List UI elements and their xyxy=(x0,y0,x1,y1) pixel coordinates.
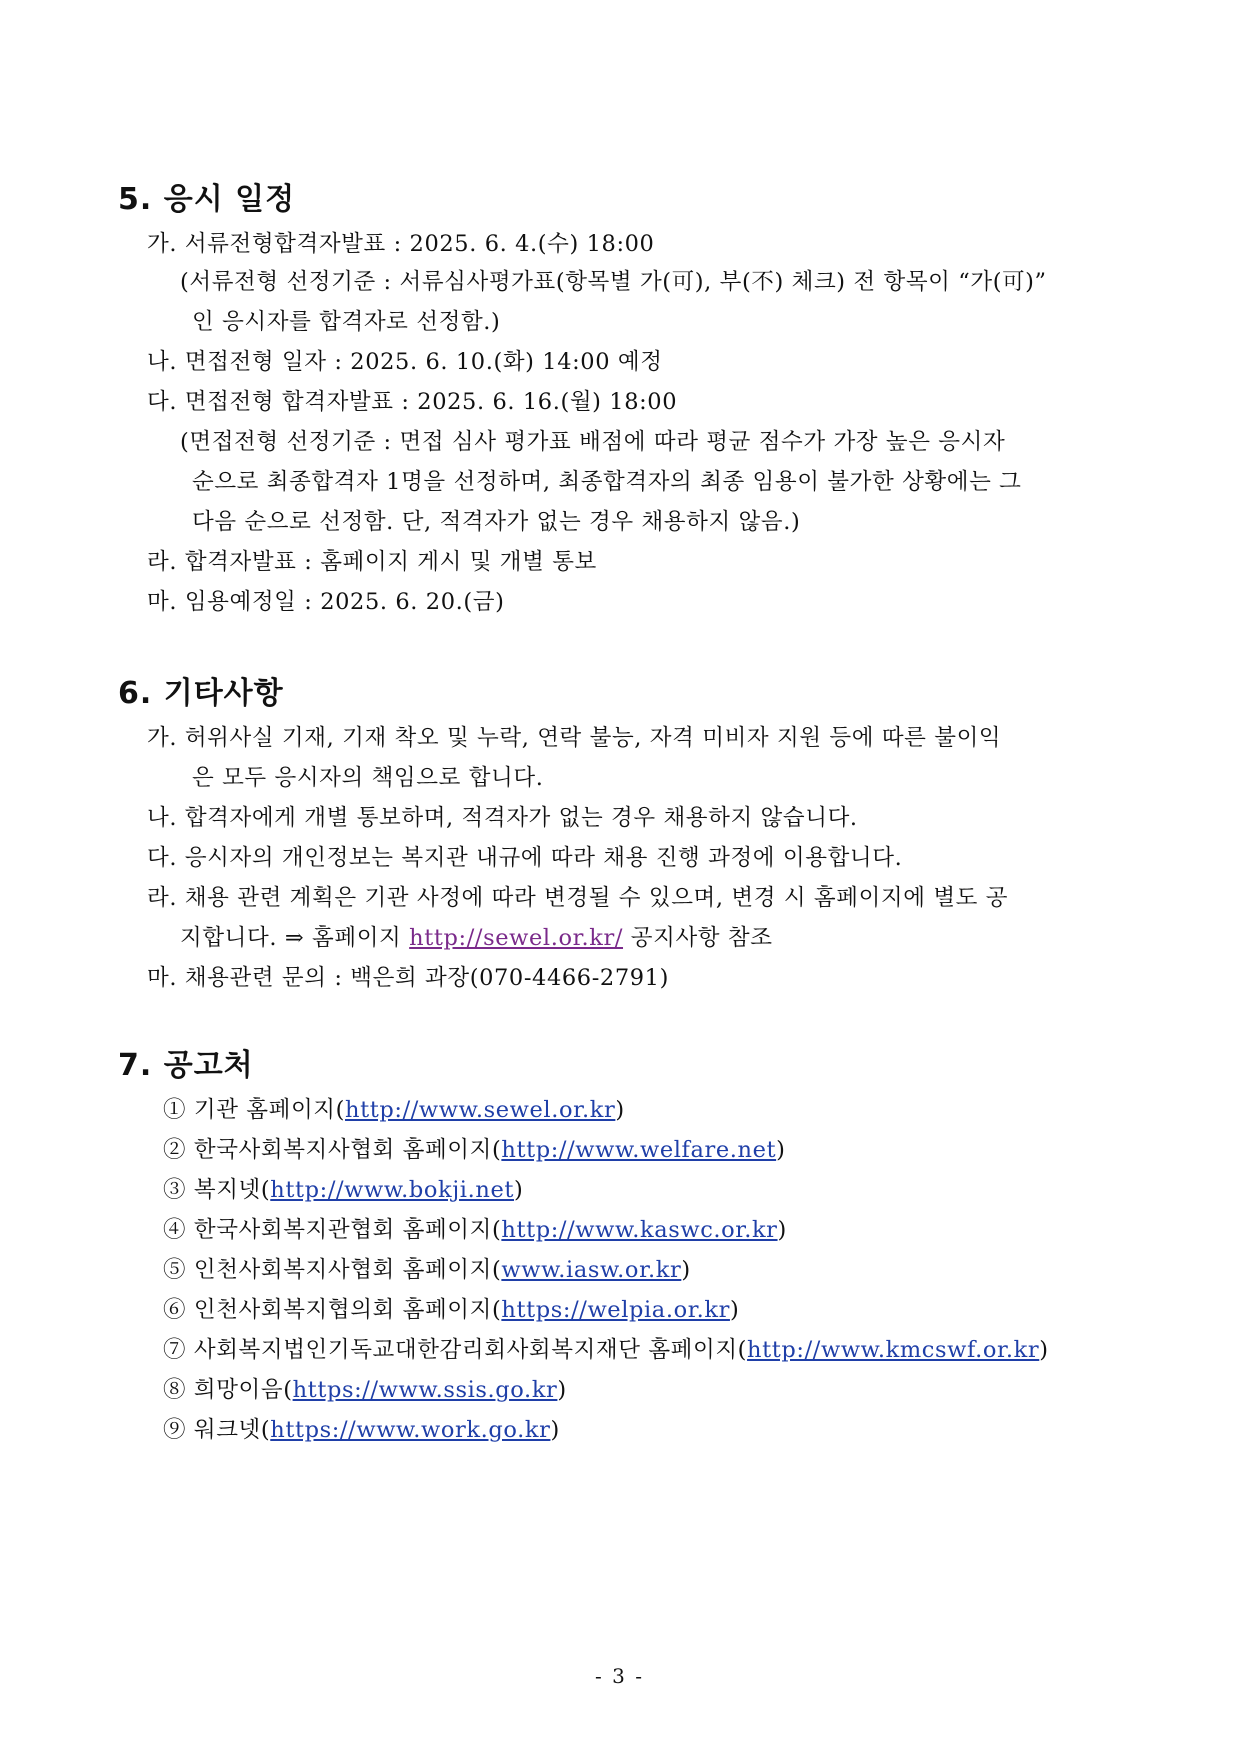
section-6-item-d: 라. 채용 관련 계획은 기관 사정에 따라 변경될 수 있으며, 변경 시 홈페이지에 별도 공 xyxy=(147,885,1009,911)
section-5-title: 5. 응시 일정 xyxy=(118,182,296,217)
posting-site-item xyxy=(163,1332,1049,1364)
section-5-item-b: 나. 면접전형 일자 : 2025. 6. 10.(화) 14:00 예정 xyxy=(147,349,663,375)
site-url-link[interactable]: http://www.sewel.or.kr xyxy=(345,1097,616,1123)
posting-site-item xyxy=(163,1252,691,1284)
site-url-link[interactable]: http://www.bokji.net xyxy=(270,1177,515,1203)
site-url-link[interactable]: http://www.welfare.net xyxy=(501,1137,777,1163)
closing-paren: ) xyxy=(550,1417,560,1443)
site-name: 워크넷( xyxy=(193,1417,271,1443)
closing-paren: ) xyxy=(557,1377,567,1403)
section-6-item-b: 나. 합격자에게 개별 통보하며, 적격자가 없는 경우 채용하지 않습니다. xyxy=(147,805,858,831)
site-name: 인천사회복지협의회 홈페이지( xyxy=(193,1297,502,1323)
site-name: 한국사회복지관협회 홈페이지( xyxy=(193,1217,502,1243)
section-5-item-a-note: (서류전형 선정기준 : 서류심사평가표(항목별 가(可), 부(不) 체크) 전 항목이 “가(可)” xyxy=(180,269,1047,295)
item-number: ⑤ xyxy=(163,1257,187,1283)
item-number: ② xyxy=(163,1137,187,1163)
closing-paren: ) xyxy=(776,1137,786,1163)
closing-paren: ) xyxy=(514,1177,524,1203)
section-6-item-a-cont: 은 모두 응시자의 책임으로 합니다. xyxy=(192,765,544,791)
posting-site-item xyxy=(163,1092,625,1124)
section-5-item-e: 마. 임용예정일 : 2025. 6. 20.(금) xyxy=(147,589,505,615)
section-6-item-d-cont xyxy=(180,920,773,952)
site-url-link[interactable]: www.iasw.or.kr xyxy=(501,1257,682,1283)
item-number: ⑥ xyxy=(163,1297,187,1323)
page-number: - 3 - xyxy=(595,1664,644,1688)
section-5-item-a: 가. 서류전형합격자발표 : 2025. 6. 4.(수) 18:00 xyxy=(147,231,655,257)
sewel-notice-link[interactable]: http://sewel.or.kr/ xyxy=(409,925,624,951)
item-number: ⑨ xyxy=(163,1417,187,1443)
section-7-title: 7. 공고처 xyxy=(118,1048,254,1083)
posting-site-item xyxy=(163,1412,560,1444)
site-url-link[interactable]: https://www.work.go.kr xyxy=(270,1417,551,1443)
site-url-link[interactable]: https://www.ssis.go.kr xyxy=(292,1377,558,1403)
item-number: ⑦ xyxy=(163,1337,187,1363)
section-5-item-d: 라. 합격자발표 : 홈페이지 게시 및 개별 통보 xyxy=(147,549,597,575)
site-url-link[interactable]: http://www.kaswc.or.kr xyxy=(501,1217,778,1243)
closing-paren: ) xyxy=(1039,1337,1049,1363)
site-name: 복지넷( xyxy=(193,1177,271,1203)
section-6-item-d-suffix: 공지사항 참조 xyxy=(623,925,773,951)
site-name: 한국사회복지사협회 홈페이지( xyxy=(193,1137,502,1163)
item-number: ① xyxy=(163,1097,187,1123)
section-6-item-c: 다. 응시자의 개인정보는 복지관 내규에 따라 채용 진행 과정에 이용합니다. xyxy=(147,845,903,871)
item-number: ③ xyxy=(163,1177,187,1203)
posting-site-item xyxy=(163,1372,567,1404)
section-5-item-c-note: (면접전형 선정기준 : 면접 심사 평가표 배점에 따라 평균 점수가 가장 높은 응시자 xyxy=(180,429,1006,455)
item-number: ④ xyxy=(163,1217,187,1243)
site-url-link[interactable]: https://welpia.or.kr xyxy=(501,1297,730,1323)
site-name: 사회복지법인기독교대한감리회사회복지재단 홈페이지( xyxy=(193,1337,748,1363)
closing-paren: ) xyxy=(681,1257,691,1283)
section-6-item-d-text: 지합니다. ⇒ 홈페이지 xyxy=(180,925,410,951)
posting-site-item xyxy=(163,1212,787,1244)
section-5-item-c-note-cont-2: 다음 순으로 선정함. 단, 적격자가 없는 경우 채용하지 않음.) xyxy=(192,509,801,535)
section-5-item-c: 다. 면접전형 합격자발표 : 2025. 6. 16.(월) 18:00 xyxy=(147,389,678,415)
site-url-link[interactable]: http://www.kmcswf.or.kr xyxy=(747,1337,1040,1363)
site-name: 인천사회복지사협회 홈페이지( xyxy=(193,1257,502,1283)
section-6-item-e: 마. 채용관련 문의 : 백은희 과장(070-4466-2791) xyxy=(147,965,669,991)
posting-site-item xyxy=(163,1132,786,1164)
posting-site-item xyxy=(163,1172,523,1204)
section-5-item-c-note-cont: 순으로 최종합격자 1명을 선정하며, 최종합격자의 최종 임용이 불가한 상황에는 그 xyxy=(192,469,1022,495)
closing-paren: ) xyxy=(777,1217,787,1243)
section-5-item-a-note-cont: 인 응시자를 합격자로 선정함.) xyxy=(192,309,501,335)
posting-site-item xyxy=(163,1292,739,1324)
closing-paren: ) xyxy=(729,1297,740,1323)
site-name: 희망이음( xyxy=(193,1377,293,1403)
section-6-title: 6. 기타사항 xyxy=(118,676,284,711)
site-name: 기관 홈페이지( xyxy=(193,1097,346,1123)
item-number: ⑧ xyxy=(163,1377,187,1403)
section-6-item-a: 가. 허위사실 기재, 기재 착오 및 누락, 연락 불능, 자격 미비자 지원 등에 따른 불이익 xyxy=(147,725,1002,751)
closing-paren: ) xyxy=(615,1097,625,1123)
